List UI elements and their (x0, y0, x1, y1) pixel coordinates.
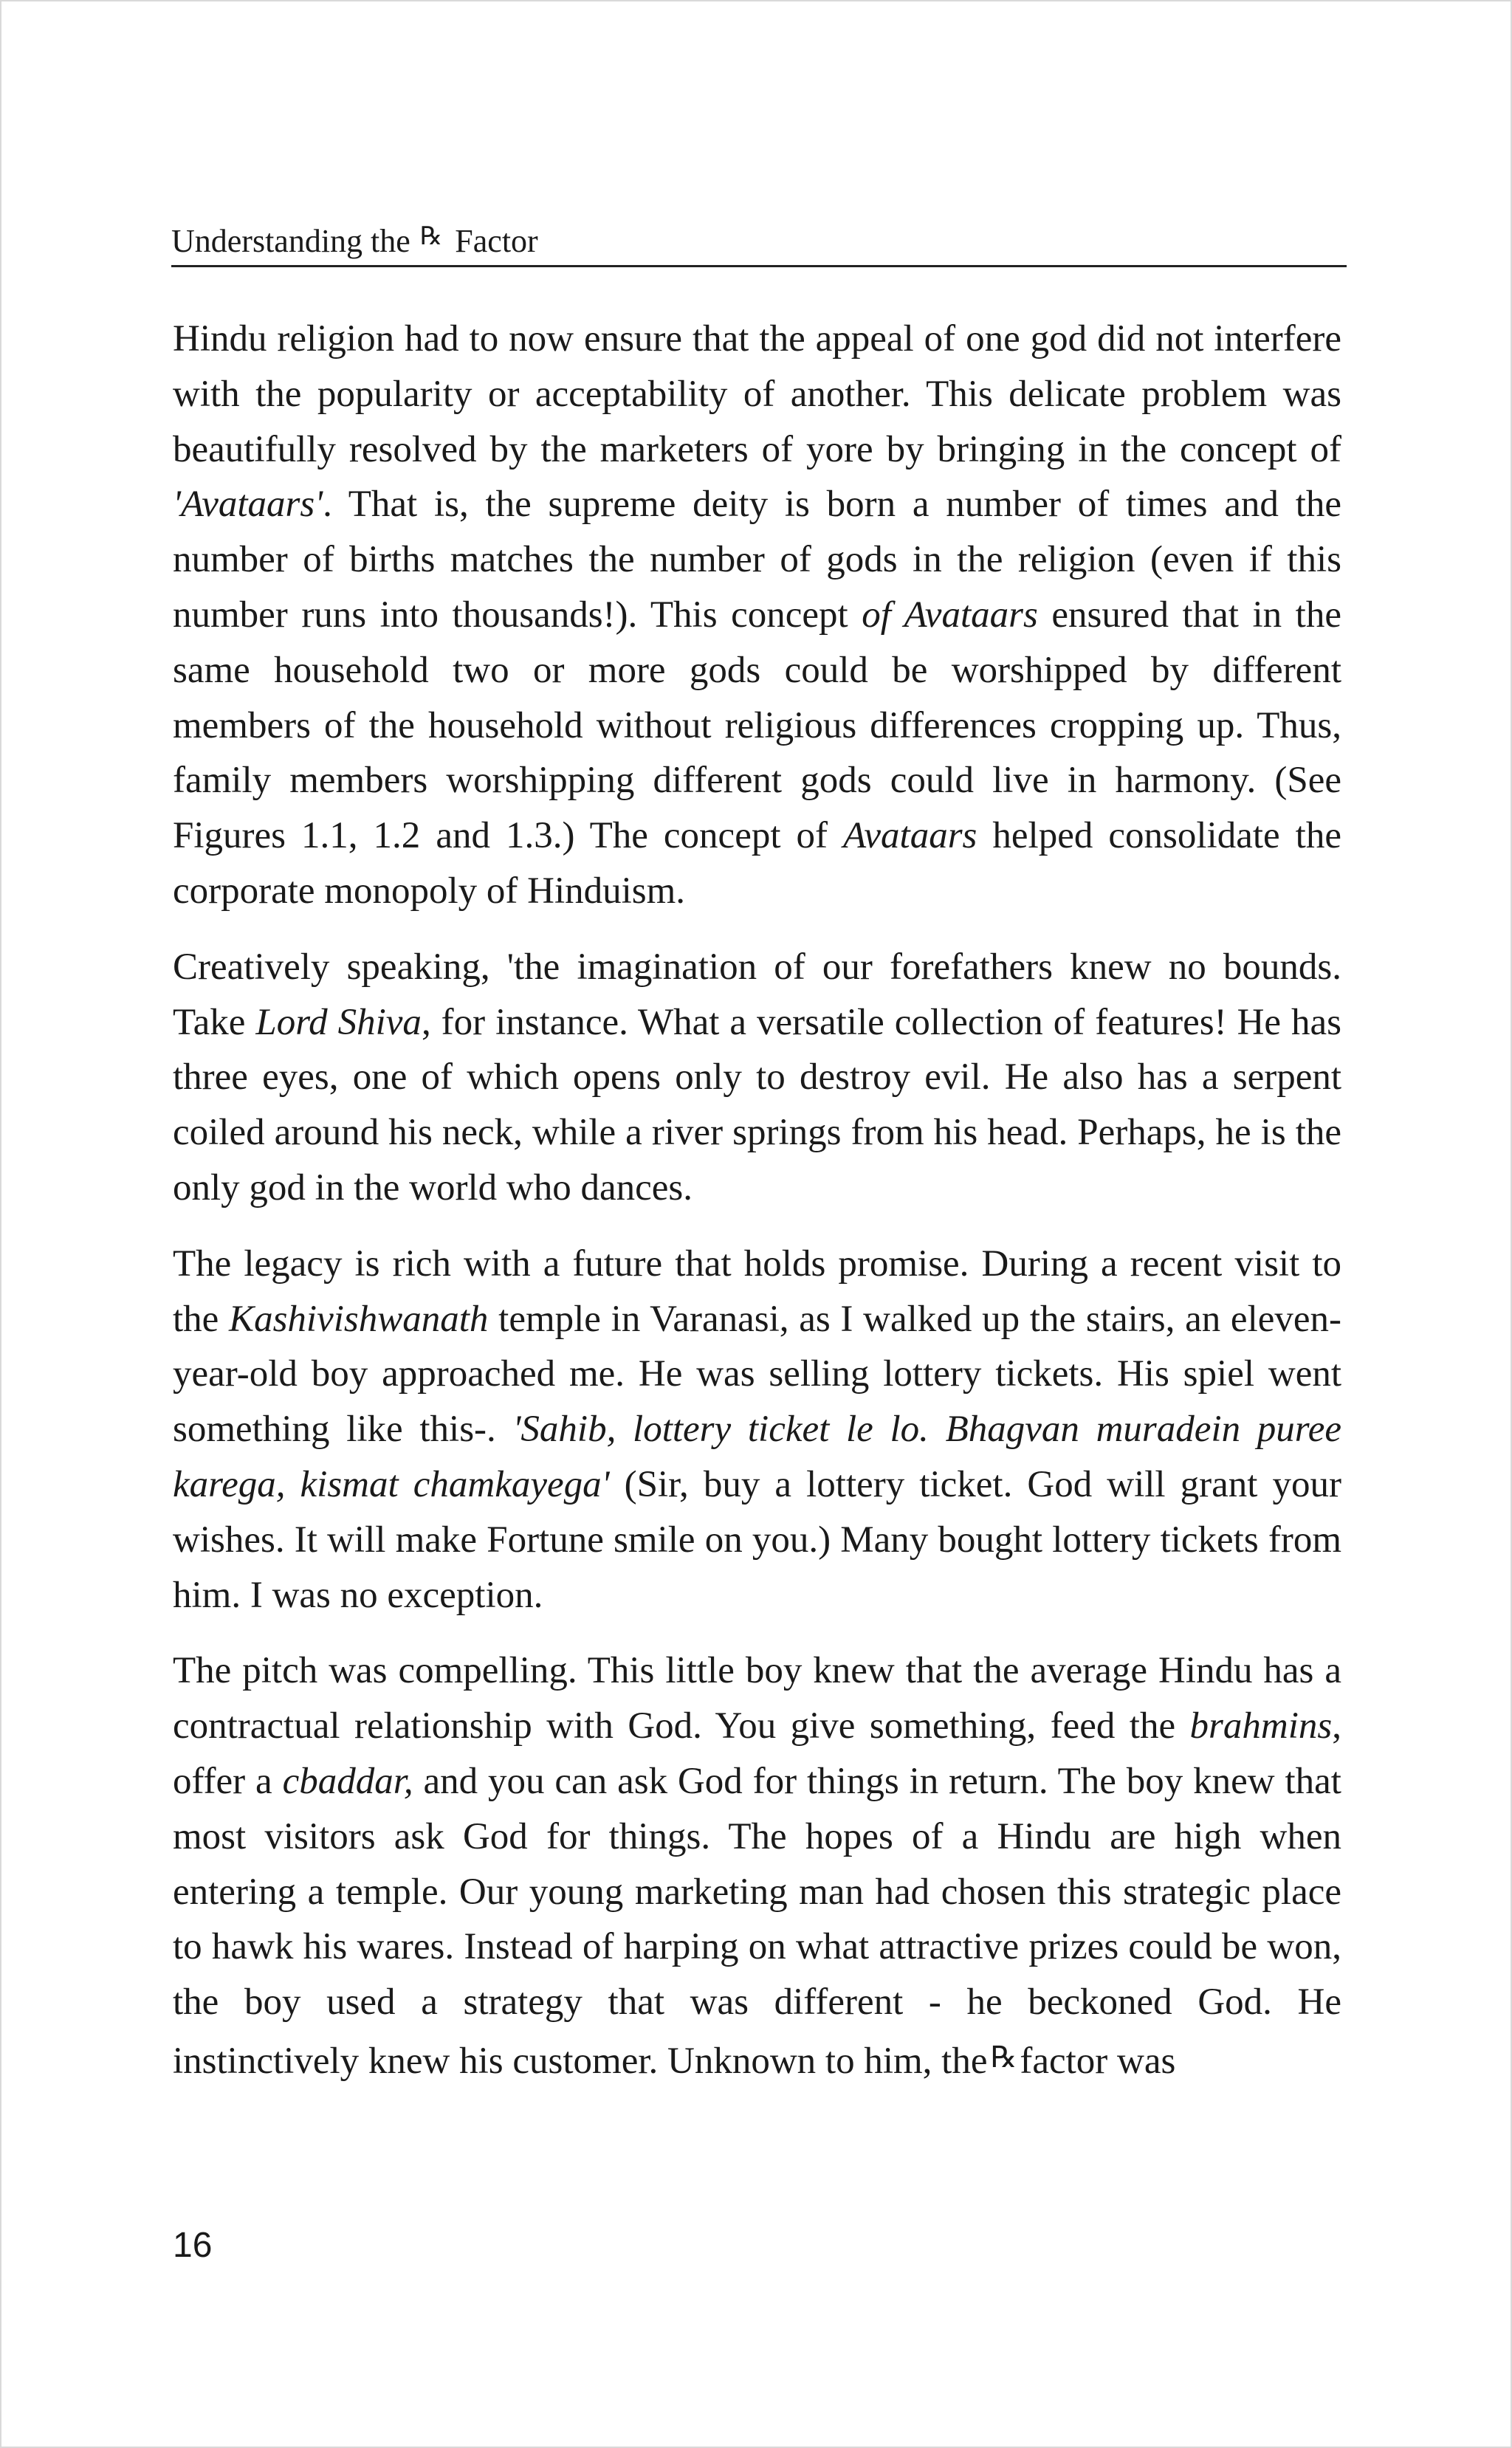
paragraph-text: , offer a (173, 1705, 1341, 1802)
paragraph-text: factor was (1020, 2040, 1176, 2082)
paragraph-text: . That is, the supreme deity is born a number of times and the number of births matches the number of gods in the religion (even if this number runs into thousands!). This concept (173, 484, 1341, 636)
italic-term: Kashivishwanath (229, 1298, 489, 1340)
running-header (171, 216, 1347, 267)
paragraph-text: helped consolidate the corporate monopoly of Hinduism. (173, 815, 1341, 912)
paragraph-text: temple in Varanasi, as I walked up the stairs, an eleven-year-old boy approached me. He was selling lottery tickets. His spiel went something like this-. (173, 1298, 1341, 1451)
paragraph-lord-shiva (173, 940, 1341, 1216)
italic-term: Lord Shiva (255, 1001, 422, 1043)
paragraph-text: Hindu religion had to now ensure that the appeal of one god did not interfere with the popularity or acceptability of another. This delicate problem was beautifully resolved by the marketers of yore by bringing in the concept of (173, 318, 1341, 470)
paragraph-text: The legacy is rich with a future that holds promise. During a recent visit to the (173, 1242, 1341, 1340)
italic-quote: 'Sahib, lottery ticket le lo. Bhagvan muradein puree karega, kismat chamkayega' (173, 1409, 1341, 1505)
italic-term: of Avataars (862, 594, 1038, 636)
paragraph-text: (Sir, buy a lottery ticket. God will grant your wishes. It will make Fortune smile on you.) Many bought lottery tickets from him. I was no exception. (173, 1463, 1341, 1616)
italic-term: cbaddar, (282, 1760, 413, 1802)
italic-term: brahmins (1189, 1705, 1333, 1747)
header-title-after: Factor (455, 223, 538, 259)
rx-icon: ℞ (990, 2040, 1017, 2074)
paragraph-the-pitch (173, 1643, 1341, 2088)
body-text (173, 312, 1341, 2110)
paragraph-text: The pitch was compelling. This little boy knew that the average Hindu has a contractual relationship with God. You give something, feed the (173, 1650, 1341, 1747)
italic-term: Avataars (843, 815, 977, 857)
page-number: 16 (173, 2226, 213, 2265)
paragraph-text: Creatively speaking, 'the imagination of our forefathers knew no bounds. Take (173, 946, 1341, 1043)
italic-term: 'Avataars' (173, 484, 323, 526)
rx-icon: ℞ (419, 221, 443, 251)
paragraph-lottery-boy (173, 1237, 1341, 1623)
paragraph-avataars (173, 312, 1341, 919)
header-title-before: Understanding the (171, 223, 410, 259)
paragraph-text: ensured that in the same household two or more gods could be worshipped by different members of the household without religious differences cropping up. Thus, family members worshipping different gods could live in harmony. (See Figures 1.1, 1.2 and 1.3.) The concept of (173, 594, 1341, 857)
paragraph-text: , for instance. What a versatile collection of features! He has three eyes, one of which opens only to destroy evil. He also has a serpent coiled around his neck, while a river springs from his head. Perhaps, he is the only god in the world who dances. (173, 1001, 1341, 1208)
paragraph-text: and you can ask God for things in return. The boy knew that most visitors ask God for things. The hopes of a Hindu are high when entering a temple. Our young marketing man had chosen this strategic place to hawk his wares. Instead of harping on what attractive prizes could be won, the boy used a strategy that was different - he beckoned God. He instinctively knew his customer. Unknown to him, the (173, 1760, 1341, 2082)
